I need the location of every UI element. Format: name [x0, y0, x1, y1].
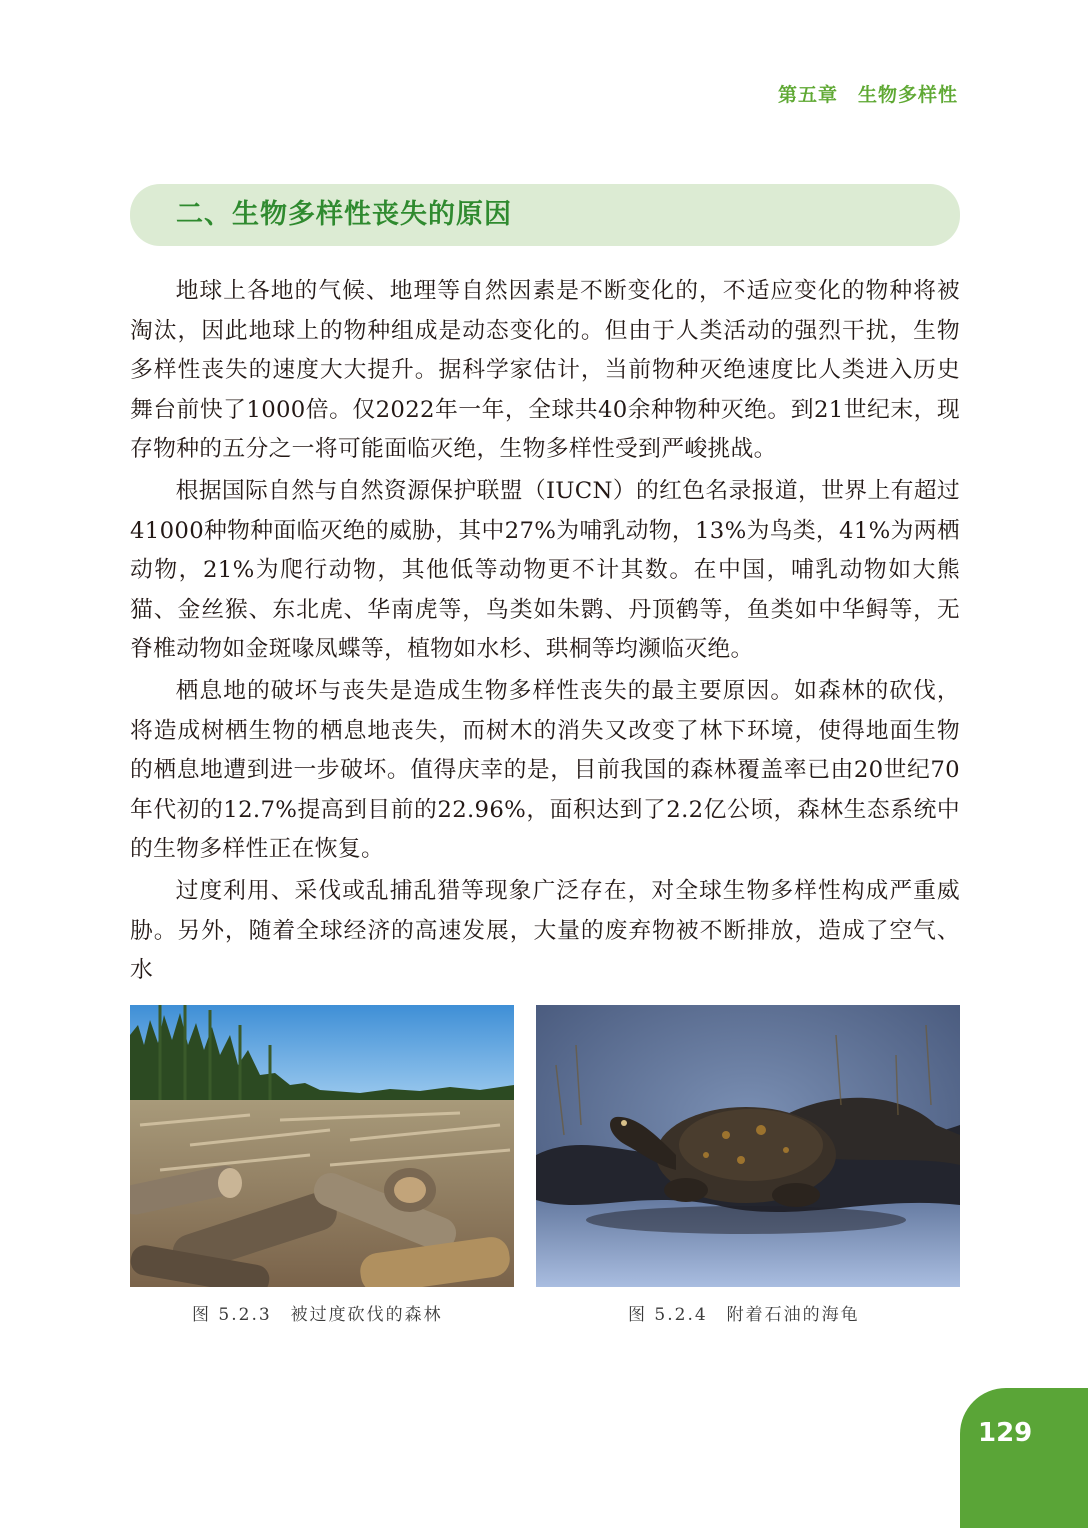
chapter-title: 生物多样性 [857, 84, 958, 106]
paragraph: 根据国际自然与自然资源保护联盟（IUCN）的红色名录报道，世界上有超过41000种物种面临灭绝的威胁，其中27%为哺乳动物，13%为鸟类，41%为两栖动物，21%为爬行动物，其他低等动物更不计其数。在中国，哺乳动物如大熊猫、金丝猴、东北虎、华南虎等，鸟类如朱鹮、丹顶鹤等，鱼类如中华鲟等，无脊椎动物如金斑喙凤蝶等，植物如水杉、珙桐等均濒临灭绝。 [130, 477, 960, 663]
paragraph: 栖息地的破坏与丧失是造成生物多样性丧失的最主要原因。如森林的砍伐，将造成树栖生物的栖息地丧失，而树木的消失又改变了林下环境，使得地面生物的栖息地遭到进一步破坏。值得庆幸的是，目前我国的森林覆盖率已由20世纪70年代初的12.7%提高到目前的22.96%，面积达到了2.2亿公顷，森林生态系统中的生物多样性正在恢复。 [130, 677, 960, 863]
figure-caption: 图 5.2.4 附着石油的海龟 [628, 1305, 860, 1325]
chapter-label: 第五章 [777, 84, 838, 106]
chapter-header [778, 80, 958, 107]
paragraph: 地球上各地的气候、地理等自然因素是不断变化的，不适应变化的物种将被淘汰，因此地球上的物种组成是动态变化的。但由于人类活动的强烈干扰，生物多样性丧失的速度大大提升。据科学家估计，当前物种灭绝速度比人类进入历史舞台前快了1000倍。仅2022年一年，全球共40余种物种灭绝。到21世纪末，现存物种的五分之一将可能面临灭绝，生物多样性受到严峻挑战。 [130, 278, 960, 463]
page-number-tab [960, 1388, 1088, 1528]
oil-covered-turtle-photo [536, 1005, 960, 1287]
deforested-forest-photo [130, 1005, 514, 1287]
section-banner [130, 184, 960, 246]
figure-caption: 图 5.2.3 被过度砍伐的森林 [192, 1305, 443, 1325]
body-text [130, 272, 960, 993]
page-number: 129 [978, 1418, 1033, 1448]
paragraph: 过度利用、采伐或乱捕乱猎等现象广泛存在，对全球生物多样性构成严重威胁。另外，随着全球经济的高速发展，大量的废弃物被不断排放，造成了空气、水 [130, 877, 960, 984]
section-title: 二、生物多样性丧失的原因 [176, 199, 512, 230]
